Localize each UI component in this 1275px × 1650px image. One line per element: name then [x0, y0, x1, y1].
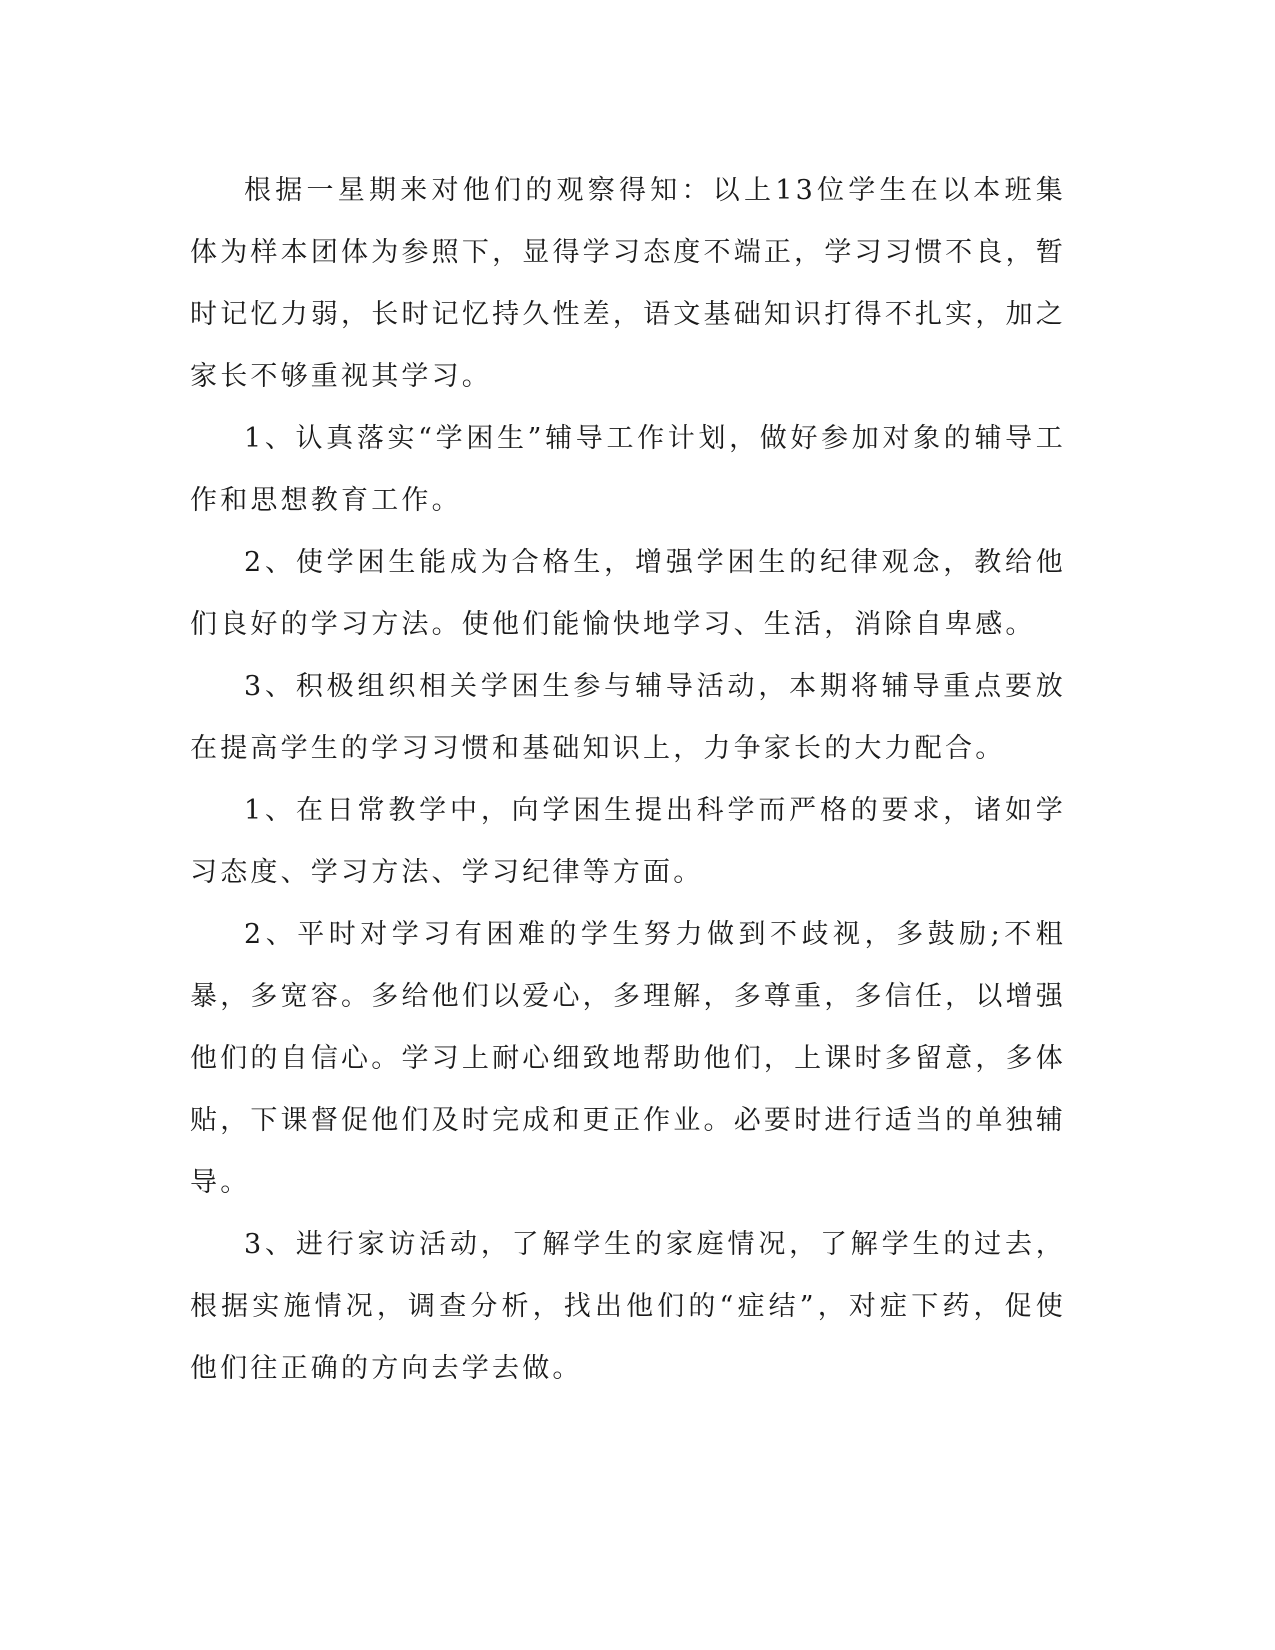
- paragraph-goal-3: 3、积极组织相关学困生参与辅导活动，本期将辅导重点要放在提高学生的学习习惯和基础知识上，力争家长的大力配合。: [190, 671, 1066, 764]
- paragraph-goal-2: 2、使学困生能成为合格生，增强学困生的纪律观念，教给他们良好的学习方法。使他们能愉快地学习、生活，消除自卑感。: [190, 547, 1066, 640]
- paragraph-measure-2: 2、平时对学习有困难的学生努力做到不歧视，多鼓励;不粗暴，多宽容。多给他们以爱心，多理解，多尊重，多信任，以增强他们的自信心。学习上耐心细致地帮助他们，上课时多留意，多体贴，下课督促他们及时完成和更正作业。必要时进行适当的单独辅导。: [190, 919, 1066, 1198]
- document-page: [190, 160, 1066, 1400]
- paragraph-observation: 根据一星期来对他们的观察得知：以上13位学生在以本班集体为样本团体为参照下，显得学习态度不端正，学习习惯不良，暂时记忆力弱，长时记忆持久性差，语文基础知识打得不扎实，加之家长不够重视其学习。: [190, 175, 1066, 392]
- paragraph-goal-1: 1、认真落实“学困生”辅导工作计划，做好参加对象的辅导工作和思想教育工作。: [190, 423, 1066, 516]
- paragraph-measure-3: 3、进行家访活动，了解学生的家庭情况，了解学生的过去，根据实施情况，调查分析，找出他们的“症结”，对症下药，促使他们往正确的方向去学去做。: [190, 1229, 1066, 1384]
- paragraph-measure-1: 1、在日常教学中，向学困生提出科学而严格的要求，诸如学习态度、学习方法、学习纪律等方面。: [190, 795, 1066, 888]
